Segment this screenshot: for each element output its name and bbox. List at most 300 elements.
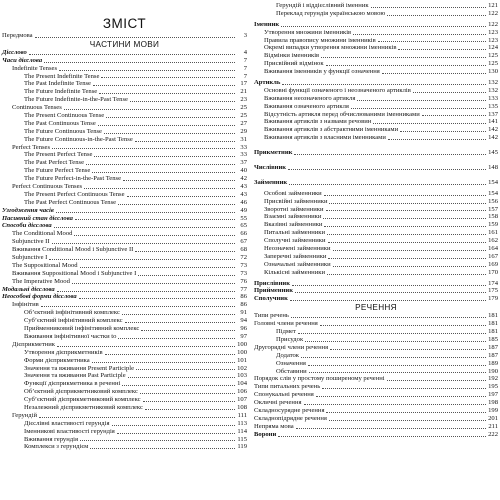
toc-entry (254, 383, 498, 391)
toc-entry-title: Присудок (276, 335, 304, 343)
toc-page-number: 103 (237, 372, 247, 380)
toc-dot-leader (104, 133, 235, 134)
toc-page-number: 7 (243, 72, 247, 80)
toc-entry (254, 134, 498, 142)
toc-dot-leader (373, 123, 486, 124)
toc-entry (2, 262, 247, 270)
toc-entry-title: The Conditional Mood (12, 230, 73, 238)
toc-page-number: 197 (488, 391, 498, 399)
toc-entry-title: Іменник (254, 20, 280, 28)
toc-dot-leader (326, 412, 486, 413)
toc-page-number: 133 (488, 94, 498, 102)
toc-entry (2, 65, 247, 73)
toc-entry (254, 10, 498, 18)
toc-dot-leader (388, 139, 486, 140)
toc-page-number: 7 (243, 56, 247, 64)
toc-entry-title: Вживання іменників у функції означення (264, 68, 380, 76)
toc-page-number: 23 (240, 96, 247, 104)
toc-entry-title: Вказівні займенники (264, 221, 323, 229)
toc-entry-title: Прислівник (254, 279, 291, 287)
toc-entry-title: Вживання Conditional Mood і Subjunctive II (12, 246, 134, 254)
toc-entry (254, 245, 498, 253)
toc-entry (2, 341, 247, 349)
toc-entry (254, 280, 498, 288)
toc-dot-leader (135, 251, 235, 252)
toc-entry-title: Утворення множини іменників (264, 28, 352, 36)
toc-page-number: 3 (243, 31, 247, 39)
toc-dot-leader (35, 37, 235, 38)
toc-entry-title: Вживання інфінітивної частки to (24, 332, 117, 340)
toc-entry (254, 87, 498, 95)
toc-entry (254, 423, 498, 431)
toc-entry (2, 88, 247, 96)
toc-entry-title: Заперечні займенники (264, 252, 327, 260)
toc-entry (254, 295, 498, 303)
toc-page-number: 7 (243, 64, 247, 72)
toc-entry (2, 57, 247, 65)
toc-dot-leader (329, 420, 486, 421)
toc-dot-leader (84, 188, 235, 189)
toc-dot-leader (292, 285, 486, 286)
toc-entry-title: Займенник (254, 178, 288, 186)
toc-dot-leader (98, 125, 235, 126)
toc-entry (2, 325, 247, 333)
toc-dot-leader (57, 291, 235, 292)
toc-dot-leader (140, 393, 235, 394)
toc-entry-title: Окличні речення (254, 399, 302, 407)
toc-page-number: 33 (240, 143, 247, 151)
toc-entry-title: Основні функції означеного і неозначеного артиклів (264, 86, 411, 94)
toc-dot-leader (281, 26, 486, 27)
toc-page-number: 142 (488, 126, 498, 134)
toc-page-number: 73 (240, 261, 247, 269)
toc-entry (2, 191, 247, 199)
toc-page-number: 21 (240, 88, 247, 96)
toc-entry (254, 198, 498, 206)
toc-dot-leader (80, 440, 235, 441)
toc-entry (2, 80, 247, 88)
toc-entry-title: Неозначені займенники (264, 245, 331, 253)
toc-page-number: 122 (488, 9, 498, 17)
toc-entry-title: Типи речень (254, 312, 289, 320)
toc-dot-leader (56, 212, 235, 213)
toc-page-number: 72 (240, 254, 247, 262)
toc-entry-title: Модальні дієслова (2, 285, 55, 293)
toc-page-number: 37 (240, 159, 247, 167)
toc-entry (254, 328, 498, 336)
toc-dot-leader (278, 436, 486, 437)
toc-entry (2, 333, 247, 341)
toc-entry-title: The Imperative Mood (12, 277, 70, 285)
toc-entry (2, 104, 247, 112)
toc-dot-leader (298, 333, 486, 334)
toc-entry-title: Вживання артиклів з назвами речовин (264, 118, 372, 126)
toc-entry-title: The Future Indefinite-in-the-Past Tense (24, 96, 128, 104)
toc-page-number: 125 (488, 60, 498, 68)
toc-page-number: 43 (240, 190, 247, 198)
toc-entry-title: Об’єктний інфінітивний комплекс (24, 309, 120, 317)
toc-entry-title: Утворення дієприкметників (24, 348, 103, 356)
toc-entry (254, 312, 498, 320)
toc-entry-title: Вживання неозначеного артикля (264, 94, 356, 102)
toc-entry (2, 404, 247, 412)
toc-page-number: 132 (488, 86, 498, 94)
toc-page-number: 158 (488, 213, 498, 221)
section-heading: РЕЧЕННЯ (355, 303, 397, 313)
toc-entry (254, 360, 498, 368)
toc-entry-title: The Future Continuous Tense (24, 127, 102, 135)
toc-entry-title: Головні члени речення (254, 320, 318, 328)
toc-page-number: 43 (240, 183, 247, 191)
toc-page-number: 25 (240, 112, 247, 119)
toc-entry (254, 44, 498, 52)
toc-entry-title: Прийменниковий інфінітивний комплекс (24, 325, 140, 333)
toc-dot-leader (333, 250, 486, 251)
toc-entry (254, 261, 498, 269)
toc-page-number: 179 (488, 295, 498, 303)
toc-page-number: 67 (240, 238, 247, 246)
toc-entry-title: Часи дієслова (2, 56, 43, 64)
toc-dot-leader (288, 169, 486, 170)
toc-entry (254, 68, 498, 76)
toc-entry (2, 120, 247, 128)
toc-entry (2, 144, 247, 152)
toc-entry (2, 372, 247, 380)
toc-entry-title: Perfect Continuous Tenses (12, 183, 83, 191)
toc-dot-leader (329, 203, 486, 204)
toc-entry-title: Відмінки іменників (264, 52, 320, 60)
toc-page-number: 181 (488, 312, 498, 320)
toc-entry-title: Сполучні займенники (264, 237, 326, 245)
toc-entry-title: The Past Perfect Tense (24, 159, 85, 167)
toc-dot-leader (333, 266, 486, 267)
toc-entry-title: Дієслово (2, 48, 27, 56)
toc-page-number: 65 (240, 222, 247, 230)
toc-entry-title: Комплекси з герундієм (24, 443, 89, 451)
toc-entry (2, 183, 247, 191)
toc-entry (2, 349, 247, 357)
toc-entry (254, 391, 498, 399)
toc-entry (254, 37, 498, 45)
toc-entry-title: Subjunctive II (12, 238, 50, 246)
toc-entry (2, 420, 247, 428)
toc-page-number: 86 (240, 293, 247, 301)
toc-page-number: 107 (237, 396, 247, 404)
toc-page-number: 148 (488, 164, 498, 172)
toc-entry (2, 443, 247, 451)
toc-page-number: 195 (488, 383, 498, 391)
toc-page-number: 141 (488, 118, 498, 126)
toc-entry-title: The Future Perfect Tense (24, 167, 91, 175)
toc-entry-title: Питальні займенники (264, 229, 326, 237)
toc-entry-title: Способи дієслова (2, 222, 52, 230)
toc-entry (2, 222, 247, 230)
toc-entry (254, 79, 498, 87)
toc-dot-leader (145, 409, 235, 410)
toc-entry-title: Незалежний дієприкметниковий комплекс (24, 403, 143, 411)
toc-dot-leader (138, 275, 235, 276)
toc-entry (2, 159, 247, 167)
toc-page-number: 125 (488, 52, 498, 60)
toc-list-right (254, 2, 498, 439)
toc-dot-leader (29, 54, 235, 55)
toc-dot-leader (122, 385, 235, 386)
toc-entry (2, 128, 247, 136)
toc-entry-title: Суб’єктний інфінітивний комплекс (24, 317, 123, 325)
toc-entry-title: Присвійні займенники (264, 197, 328, 205)
toc-entry-title: Інфінітив (12, 301, 39, 309)
toc-page-number: 192 (488, 375, 498, 383)
toc-entry-title: The Past Continuous Tense (24, 119, 96, 127)
toc-entry (2, 246, 247, 254)
toc-dot-leader (328, 258, 486, 259)
toc-entry (254, 352, 498, 360)
toc-page-number: 114 (237, 427, 247, 435)
toc-entry-title: Артикль (254, 79, 281, 86)
toc-entry-title: Спонукальні речення (254, 391, 314, 399)
toc-dot-leader (135, 141, 235, 142)
toc-entry (254, 431, 498, 439)
toc-dot-leader (130, 101, 235, 102)
toc-page-number: 169 (488, 260, 498, 268)
toc-page-number: 96 (240, 325, 247, 333)
toc-entry-title: Прикметник (254, 149, 293, 157)
toc-dot-leader (324, 195, 486, 196)
toc-page-number: 123 (488, 36, 498, 44)
toc-dot-leader (136, 369, 235, 370)
toc-entry (254, 179, 498, 187)
toc-dot-leader (316, 396, 486, 397)
toc-page-number: 102 (237, 364, 247, 372)
toc-entry (2, 254, 247, 262)
toc-page-number: 46 (240, 198, 247, 206)
toc-dot-leader (117, 433, 235, 434)
toc-entry-title: Пасивний стан дієслова (2, 214, 73, 222)
toc-page-number: 113 (237, 419, 247, 427)
toc-entry-title: Прийменник (254, 287, 294, 295)
toc-page-number: 201 (488, 414, 498, 422)
toc-entry-title: Герундій і віддієслівний іменник (276, 1, 369, 9)
toc-entry (2, 428, 247, 436)
toc-page-number: 187 (488, 351, 498, 359)
toc-dot-leader (290, 300, 486, 301)
toc-dot-leader (289, 184, 486, 185)
toc-entry (254, 126, 498, 134)
toc-entry (254, 103, 498, 111)
toc-entry-title: Присвійний відмінок (264, 60, 324, 68)
toc-entry (254, 52, 498, 60)
toc-entry (254, 21, 498, 29)
toc-entry (2, 230, 247, 238)
toc-entry-title: Значення та вживання Past Participle (24, 372, 126, 380)
toc-entry (254, 288, 498, 296)
toc-entry-title: Indefinite Tenses (12, 64, 58, 72)
toc-entry (2, 357, 247, 365)
page-title: ЗМІСТ (102, 16, 147, 31)
section-heading: ЧАСТИНИ МОВИ (89, 39, 160, 49)
toc-page-number: 115 (237, 435, 247, 443)
toc-dot-leader (57, 346, 235, 347)
toc-entry-title: Вживання герундія (24, 435, 78, 443)
toc-entry (254, 164, 498, 172)
toc-dot-leader (118, 204, 235, 205)
toc-dot-leader (304, 404, 486, 405)
toc-page-number: 76 (240, 277, 247, 285)
toc-page-number: 123 (488, 28, 498, 36)
toc-dot-leader (49, 259, 235, 260)
toc-entry-title: Об’єктний дієприкметниковий комплекс (24, 388, 138, 396)
toc-entry-title: Форми дієприкметника (24, 356, 90, 364)
toc-page-number: 145 (488, 149, 498, 157)
toc-entry-title: The Past Perfect Continuous Tense (24, 198, 117, 206)
toc-dot-leader (330, 349, 486, 350)
toc-entry-title: Дієслівні властивості герундія (24, 419, 110, 427)
toc-entry (2, 112, 247, 120)
toc-entry (2, 175, 247, 183)
toc-page-number: 17 (240, 80, 247, 88)
toc-page-number: 164 (488, 245, 498, 253)
toc-dot-leader (44, 62, 235, 63)
toc-entry-title: Складнопідрядне речення (254, 414, 327, 422)
toc-entry-title: Підмет (276, 328, 296, 336)
toc-entry-title: Передмова (2, 31, 33, 39)
toc-page-number: 157 (488, 205, 498, 213)
toc-entry-title: Числівник (254, 164, 287, 172)
toc-entry (2, 309, 247, 317)
toc-entry (254, 2, 498, 10)
toc-dot-leader (75, 219, 235, 220)
toc-dot-leader (371, 7, 486, 8)
toc-entry-title: Зворотні займенники (264, 205, 324, 213)
toc-entry (254, 237, 498, 245)
toc-page-number: 108 (237, 403, 247, 411)
toc-page-number: 187 (488, 343, 498, 351)
toc-entry (254, 213, 498, 221)
toc-page-number: 25 (240, 104, 247, 112)
toc-entry (254, 336, 498, 344)
toc-list-left (2, 32, 247, 451)
toc-page-number: 162 (488, 237, 498, 245)
toc-page-number: 101 (237, 356, 247, 364)
toc-dot-leader (382, 73, 486, 74)
toc-entry-title: Непряма мова (254, 422, 294, 430)
toc-page-number: 198 (488, 399, 498, 407)
toc-entry (254, 95, 498, 103)
toc-entry (2, 317, 247, 325)
toc-entry-title: Переклад герундія українською мовою (276, 9, 386, 17)
toc-entry (2, 49, 247, 57)
toc-dot-leader (127, 196, 236, 197)
toc-page-number: 66 (240, 230, 247, 238)
toc-entry-title: Порядок слів у простому поширеному реченні (254, 375, 385, 383)
toc-page-number: 119 (237, 443, 247, 451)
toc-dot-leader (128, 377, 235, 378)
toc-dot-leader (413, 92, 486, 93)
toc-dot-leader (125, 322, 235, 323)
toc-entry-title: Суб’єктний дієприкметниковий комплекс (24, 396, 141, 404)
toc-dot-leader (324, 226, 486, 227)
toc-dot-leader (99, 93, 235, 94)
toc-page-number: 124 (488, 44, 498, 52)
toc-page-number: 42 (240, 175, 247, 183)
toc-entry (2, 436, 247, 444)
toc-entry-title: Вживання Suppositional Mood і Subjunctive I (12, 269, 137, 277)
toc-entry-title: Вживання означеного артикля (264, 102, 349, 110)
toc-page-number: 73 (240, 269, 247, 277)
toc-page-number: 55 (240, 214, 247, 222)
toc-entry (254, 60, 498, 68)
toc-right-column (254, 2, 498, 439)
toc-dot-leader (74, 235, 235, 236)
toc-entry (2, 96, 247, 104)
toc-entry-title: Вживання артиклів з власними іменниками (264, 134, 386, 142)
toc-page-number: 49 (240, 206, 247, 214)
toc-page-number: 185 (488, 335, 498, 343)
toc-dot-leader (59, 70, 235, 71)
toc-entry (2, 365, 247, 373)
toc-entry-title: Обставини (276, 367, 307, 375)
toc-entry (254, 320, 498, 328)
toc-entry-title: The Future Perfect-in-the-Past Tense (24, 175, 122, 183)
toc-dot-leader (79, 298, 235, 299)
toc-entry (254, 415, 498, 423)
toc-entry (254, 149, 498, 157)
toc-entry-title: Subjunctive I (12, 254, 48, 262)
toc-entry-title: Відсутність артикля перед обчислюваними іменниками (264, 110, 420, 118)
toc-entry (2, 294, 247, 302)
toc-entry (254, 368, 498, 376)
toc-entry-title: Perfect Tenses (12, 143, 51, 151)
toc-entry (2, 167, 247, 175)
toc-entry-title: The Present Perfect Tense (24, 151, 93, 159)
toc-entry-title: Ворони (254, 430, 277, 438)
toc-entry (2, 32, 247, 40)
toc-page-number: 130 (488, 68, 498, 76)
toc-page-number: 189 (488, 359, 498, 367)
toc-entry (2, 238, 247, 246)
toc-entry (2, 73, 247, 81)
toc-dot-leader (398, 49, 486, 50)
toc-page-number: 91 (240, 309, 247, 317)
toc-dot-leader (80, 267, 235, 268)
toc-dot-leader (93, 85, 235, 86)
toc-entry (254, 221, 498, 229)
toc-entry-title: Дієприкметник (12, 340, 55, 348)
toc-dot-leader (353, 34, 486, 35)
toc-dot-leader (101, 77, 235, 78)
toc-entry (2, 215, 247, 223)
toc-dot-leader (296, 428, 486, 429)
toc-page-number: 167 (488, 252, 498, 260)
toc-page-number: 211 (488, 422, 498, 430)
toc-page-number: 156 (488, 197, 498, 205)
toc-dot-leader (141, 330, 235, 331)
toc-entry (2, 286, 247, 294)
toc-page-number: 29 (240, 127, 247, 135)
toc-page-number: 97 (240, 332, 247, 340)
toc-dot-leader (320, 325, 486, 326)
toc-page-number: 190 (488, 367, 498, 375)
toc-page-number: 27 (240, 119, 247, 127)
toc-entry-title: Взаємні займенники (264, 213, 322, 221)
toc-entry-title: Окремі випадки утворення множини іменників (264, 44, 397, 52)
toc-page-number: 104 (237, 380, 247, 388)
toc-dot-leader (94, 156, 235, 157)
toc-page-number: 86 (240, 301, 247, 309)
toc-entry-title: Типи питальних речень (254, 383, 321, 391)
toc-page-number: 94 (240, 317, 247, 325)
toc-page-number: 4 (243, 48, 247, 56)
